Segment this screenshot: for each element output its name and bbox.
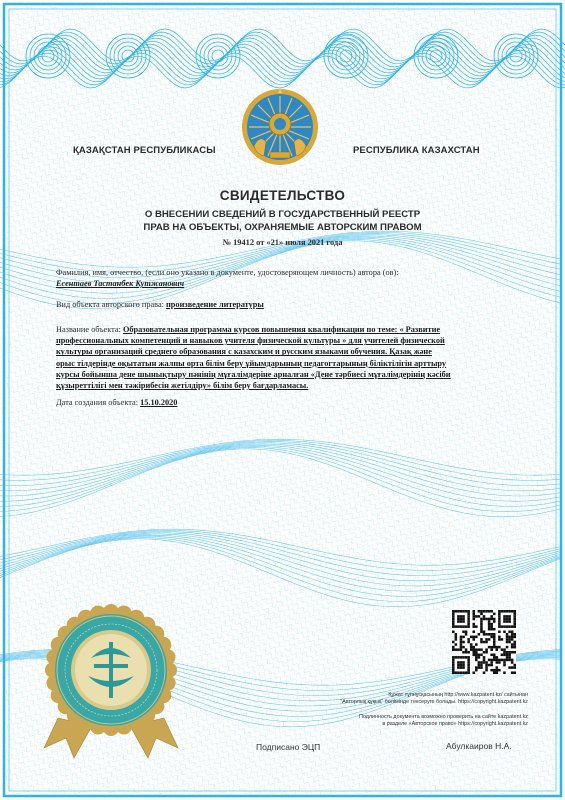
- creation-date-label: Дата создания объекта:: [56, 398, 139, 407]
- verification-note-kazakh: [208, 692, 528, 706]
- object-name-line1: Образовательная программа курсов повышения квалификации по теме: « Развитие: [122, 325, 441, 334]
- signed-label: Подписано ЭЦП: [256, 742, 321, 752]
- creation-date-row: [56, 397, 526, 408]
- header-left-caption: ҚАЗАҚСТАН РЕСПУБЛИКАСЫ: [73, 145, 216, 156]
- object-name-line2: профессиональных компетенций и навыков учителя физической культуры » для учителей физической: [56, 336, 445, 346]
- state-emblem-icon: [240, 86, 320, 168]
- document-subtitle-line2: ПРАВ НА ОБЪЕКТЫ, ОХРАНЯЕМЫЕ АВТОРСКИМ ПРАВОМ: [143, 222, 422, 233]
- header-right-caption: РЕСПУБЛИКА КАЗАХСТАН: [353, 145, 480, 156]
- registration-number: № 19412 от «21» июля 2021 года: [222, 238, 343, 247]
- object-type-label: Вид объекта авторского права:: [56, 300, 164, 309]
- verification-note-russian-line1: Подлинность документа возможно проверить на сайте kazpatent.kz: [358, 714, 528, 720]
- qr-code-icon: [452, 610, 516, 674]
- document-subtitle-line1: О ВНЕСЕНИИ СВЕДЕНИЙ В ГОСУДАРСТВЕННЫЙ РЕЕСТР: [144, 209, 421, 220]
- author-label: Фамилия, имя, отчество, (если оно указано в документе, удостоверяющем личность) автора (ов):: [56, 268, 399, 277]
- creation-date-value: 15.10.2020: [140, 398, 178, 407]
- object-name-block: [56, 324, 526, 391]
- object-name-line6: құзыреттілігі мен тәжірибесін жетілдіру» білім беру бағдарламасы.: [56, 381, 309, 391]
- verification-note-russian: [208, 714, 528, 728]
- object-type-value: произведение литературы: [166, 300, 264, 309]
- object-name-line4: орыс тілдерінде оқытатын жалпы орта білім беру ұйымдарының педагогтарының біліктілігін арттыру: [56, 358, 447, 368]
- object-type-row: [56, 299, 526, 310]
- institute-seal-icon: [36, 598, 186, 760]
- verification-note-kazakh-line1: Құжат тұпнұсқасының http://www.kazpatent.kz/ сайтынан: [388, 692, 528, 698]
- author-value: Есентаев Тастанбек Кутжанович: [56, 279, 185, 289]
- verification-note-kazakh-line2: "Авторлық құқық" бөлімінде тексеруге болады. https://copyright.kazpatent.kz: [340, 699, 528, 705]
- document-title: СВИДЕТЕЛЬСТВО: [219, 188, 346, 203]
- signer-name: Абулкаиров Н.А.: [446, 741, 512, 751]
- author-block: [56, 267, 526, 289]
- verification-note-russian-line2: в разделе «Авторское право» https://copyright.kazpatent.kz: [382, 721, 528, 727]
- object-name-label: Название объекта:: [56, 325, 121, 334]
- object-name-line5: курсы бойынша дене шынықтыру пәнінің мұғалімдеріне арналған «Дене тәрбиесі мұғалімдерінің кәсіби: [56, 369, 451, 379]
- object-name-line3: культуры организаций среднего образования с казахским и русским языками обучения. Қазақ және: [56, 347, 432, 357]
